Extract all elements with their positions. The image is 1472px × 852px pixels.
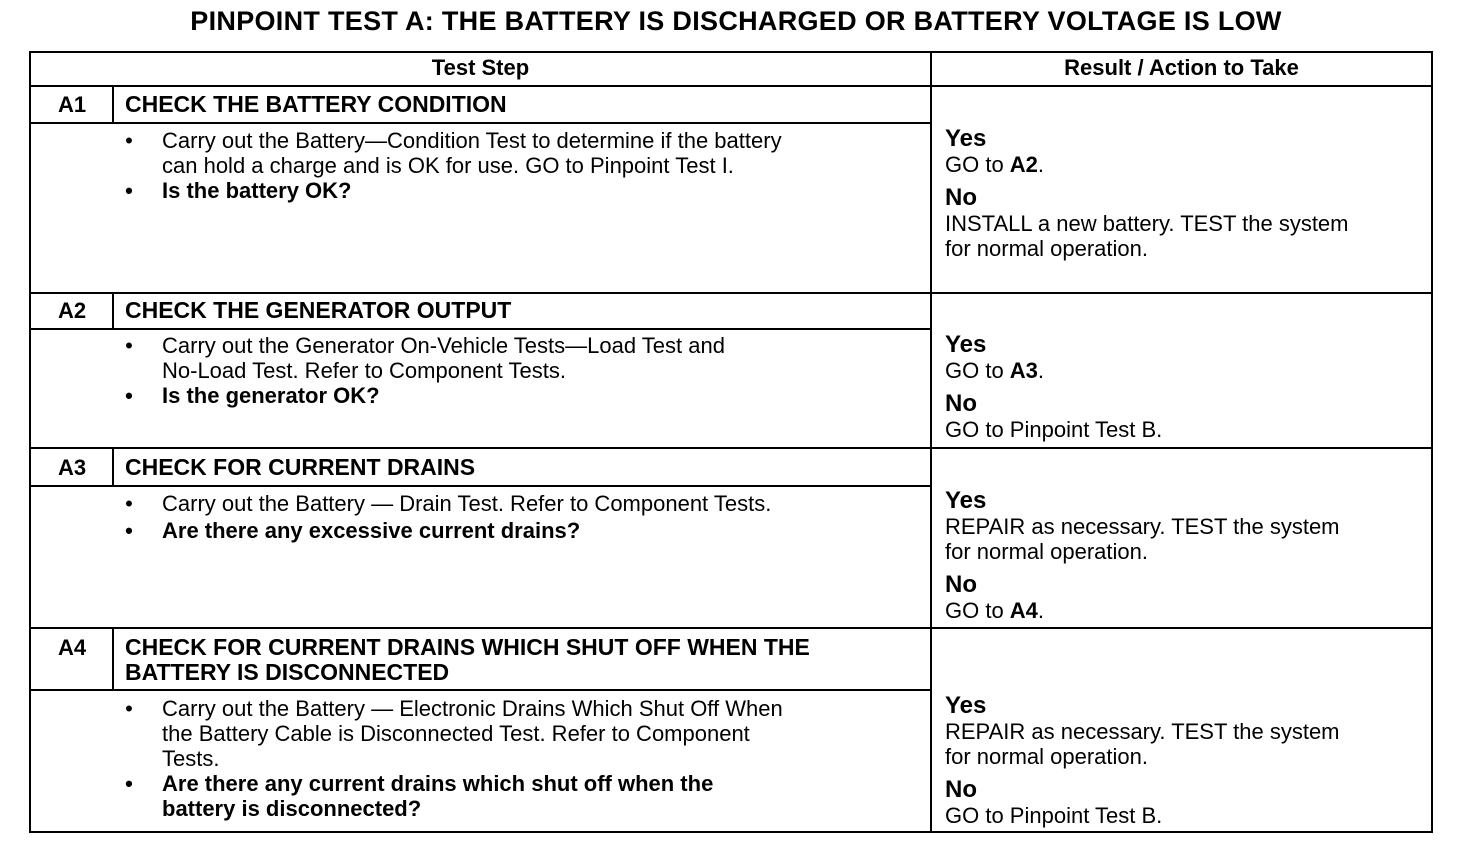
list-item <box>124 771 914 821</box>
instruction-line: the Battery Cable is Disconnected Test. Refer to Component <box>162 721 750 746</box>
instruction-line: Carry out the Battery — Drain Test. Refer to Component Tests. <box>162 491 772 516</box>
step-id-a4: A4 <box>57 635 87 660</box>
bullet-icon: • <box>125 491 133 516</box>
bullet-icon: • <box>125 518 133 543</box>
step-title-a2: CHECK THE GENERATOR OUTPUT <box>125 297 512 323</box>
step-title-divider <box>29 485 930 487</box>
yes-action: GO to A2. <box>945 152 1045 177</box>
bullet-icon: • <box>125 178 133 203</box>
step-question-a3: Are there any excessive current drains? <box>162 518 581 543</box>
list-item <box>124 383 914 408</box>
yes-label: Yes <box>945 125 987 152</box>
step-title-line: CHECK FOR CURRENT DRAINS WHICH SHUT OFF WHEN THE <box>125 634 810 660</box>
step-title-a3: CHECK FOR CURRENT DRAINS <box>125 454 476 480</box>
yes-action-line: REPAIR as necessary. TEST the system <box>945 514 1340 539</box>
yes-action-line: for normal operation. <box>945 744 1148 769</box>
no-label: No <box>945 571 977 598</box>
no-action-line: for normal operation. <box>945 236 1148 261</box>
no-label: No <box>945 776 977 803</box>
column-divider <box>930 51 932 833</box>
list-item <box>124 696 914 771</box>
step-instructions-a1 <box>124 128 914 203</box>
step-id-a1: A1 <box>57 92 87 117</box>
yes-label: Yes <box>945 331 987 358</box>
list-item <box>124 128 914 178</box>
step-instructions-a3 <box>124 491 914 543</box>
step-title-line: BATTERY IS DISCONNECTED <box>125 659 450 685</box>
page-title: PINPOINT TEST A: THE BATTERY IS DISCHARGED OR BATTERY VOLTAGE IS LOW <box>190 6 1282 36</box>
no-action-line: INSTALL a new battery. TEST the system <box>945 211 1349 236</box>
column-header-test-step: Test Step <box>431 55 530 80</box>
step-title-divider <box>29 122 930 124</box>
result-a2 <box>945 332 1425 442</box>
instruction-line: Carry out the Generator On-Vehicle Tests—Load Test and <box>162 333 725 358</box>
step-title-divider <box>29 328 930 330</box>
no-action-line: GO to Pinpoint Test B. <box>945 803 1163 828</box>
column-header-result: Result / Action to Take <box>1064 55 1299 80</box>
step-title-a4 <box>125 635 915 685</box>
bullet-icon: • <box>125 333 133 358</box>
yes-action-line: REPAIR as necessary. TEST the system <box>945 719 1340 744</box>
yes-action-line: for normal operation. <box>945 539 1148 564</box>
row-divider <box>29 447 1433 449</box>
step-title-a1: CHECK THE BATTERY CONDITION <box>125 91 507 117</box>
result-a1 <box>945 126 1425 261</box>
bullet-icon: • <box>125 771 133 796</box>
row-divider <box>29 292 1433 294</box>
step-instructions-a4 <box>124 696 914 821</box>
row-divider <box>29 627 1433 629</box>
step-instructions-a2 <box>124 333 914 408</box>
step-id-a2: A2 <box>57 298 87 323</box>
bullet-icon: • <box>125 128 133 153</box>
yes-action: GO to A3. <box>945 358 1045 383</box>
list-item <box>124 333 914 383</box>
step-title-divider <box>29 689 930 691</box>
instruction-line: can hold a charge and is OK for use. GO to Pinpoint Test I. <box>162 153 734 178</box>
step-question-a2: Is the generator OK? <box>162 383 380 408</box>
instruction-line: Tests. <box>162 746 220 771</box>
result-a3 <box>945 488 1425 623</box>
instruction-line: Carry out the Battery — Electronic Drains Which Shut Off When <box>162 696 783 721</box>
question-line: Are there any current drains which shut off when the <box>162 771 714 796</box>
step-question-a1: Is the battery OK? <box>162 178 352 203</box>
bullet-icon: • <box>125 383 133 408</box>
list-item <box>124 178 914 203</box>
instruction-line: Carry out the Battery—Condition Test to determine if the battery <box>162 128 782 153</box>
instruction-line: No-Load Test. Refer to Component Tests. <box>162 358 566 383</box>
result-a4 <box>945 693 1425 828</box>
no-action-line: GO to Pinpoint Test B. <box>945 417 1163 442</box>
step-id-a3: A3 <box>57 455 87 480</box>
yes-label: Yes <box>945 487 987 514</box>
header-divider <box>29 85 1433 87</box>
question-line: battery is disconnected? <box>162 796 422 821</box>
list-item <box>124 518 914 543</box>
no-action: GO to A4. <box>945 598 1045 623</box>
no-label: No <box>945 184 977 211</box>
bullet-icon: • <box>125 696 133 721</box>
yes-label: Yes <box>945 692 987 719</box>
list-item <box>124 491 914 516</box>
no-label: No <box>945 390 977 417</box>
